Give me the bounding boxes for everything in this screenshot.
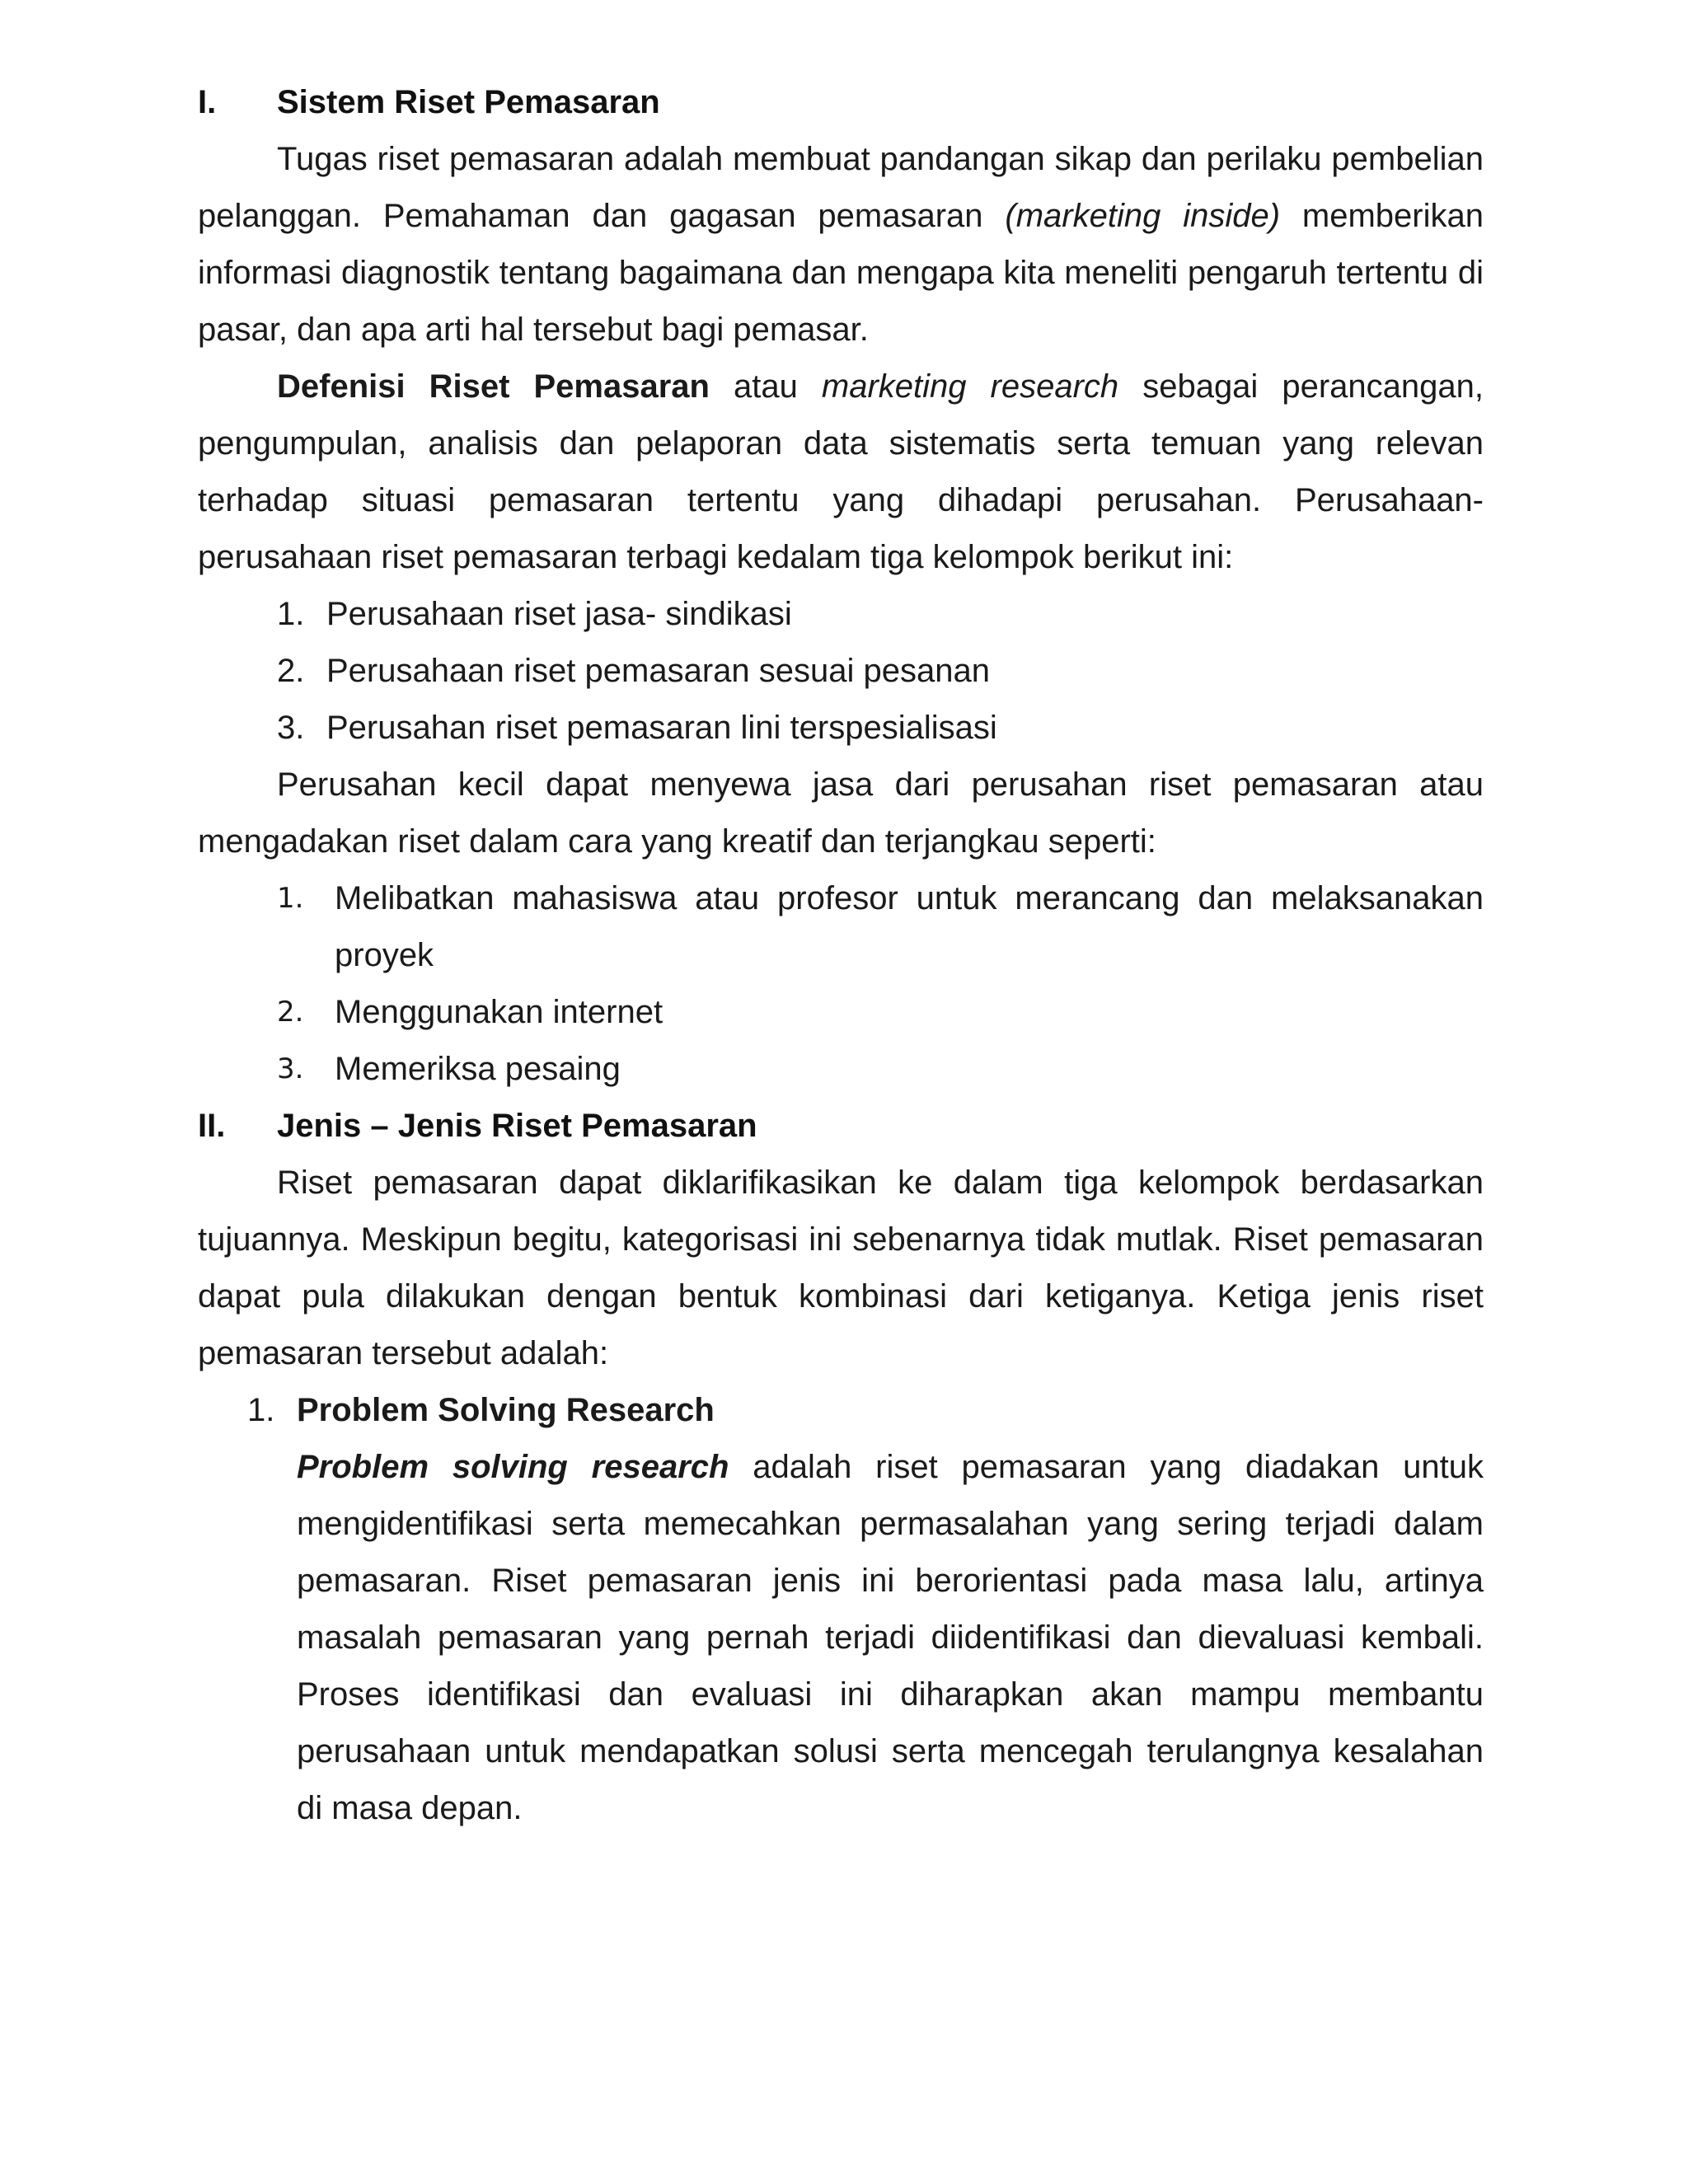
section-heading-1 [198,74,1484,131]
list-item [198,586,1484,643]
list-number: 1. [277,882,304,915]
italic-term: (marketing inside) [1005,198,1281,234]
list-number: 2. [277,653,305,689]
section-number: II. [198,1108,226,1144]
list-number: 2. [277,996,304,1029]
section-title: Sistem Riset Pemasaran [277,84,660,120]
subsection-heading [198,1382,1484,1439]
list-text: Perusahaan riset pemasaran sesuai pesanan [326,653,990,689]
list-text: Melibatkan mahasiswa atau profesor untuk merancang dan melaksanakan proyek [335,880,1484,973]
paragraph: Perusahan kecil dapat menyewa jasa dari perusahan riset pemasaran atau mengadakan riset dalam cara yang kreatif dan terjangkau seperti: [198,766,1484,860]
list-number: 3. [277,710,305,746]
numbered-list [198,870,1484,1098]
list-item [198,984,1484,1041]
section-title: Jenis – Jenis Riset Pemasaran [277,1108,757,1144]
paragraph-text: Tugas riset pemasaran adalah membuat pandangan sikap dan perilaku pembelian pelanggan. Pemahaman dan gagasan pemasaran [198,141,1484,234]
paragraph-text: memberikan informasi diagnostik tentang bagaimana dan mengapa kita meneliti pengaruh tertentu di pasar, dan apa arti hal tersebut bagi pemasar. [198,198,1484,348]
list-item [198,870,1484,984]
list-text: Menggunakan internet [335,994,663,1030]
list-text: Perusahaan riset jasa- sindikasi [326,596,792,632]
paragraph [198,131,1484,359]
bold-term: Defenisi Riset Pemasaran [277,368,710,405]
numbered-list [198,586,1484,757]
subsection-title: Problem Solving Research [297,1392,715,1428]
list-item [198,643,1484,700]
paragraph [297,1439,1484,1837]
subsection-body [198,1439,1484,1837]
list-text: Memeriksa pesaing [335,1051,621,1087]
bold-italic-term: Problem solving research [297,1449,729,1485]
section-heading-2 [198,1098,1484,1155]
paragraph-text: atau [709,368,822,405]
list-item [198,1041,1484,1098]
section-number: I. [198,84,217,120]
paragraph [198,359,1484,586]
document-body [198,74,1484,1837]
list-number: 3. [277,1052,304,1085]
paragraph-text: adalah riset pemasaran yang diadakan untuk mengidentifikasi serta memecahkan permasalahan yang sering terjadi dalam pemasaran. Riset pemasaran jenis ini berorientasi pada masa lalu, artinya masalah pemasaran yang pernah terjadi diidentifikasi dan dievaluasi kembali. Proses identifikasi dan evaluasi ini diharapkan akan mampu membantu perusahaan untuk mendapatkan solusi serta mencegah terulangnya kesalahan di masa depan. [297,1449,1484,1826]
list-text: Perusahan riset pemasaran lini terspesialisasi [326,710,997,746]
list-number: 1. [277,596,305,632]
paragraph: Riset pemasaran dapat diklarifikasikan ke dalam tiga kelompok berdasarkan tujuannya. Meskipun begitu, kategorisasi ini sebenarnya tidak mutlak. Riset pemasaran dapat pula dilakukan dengan bentuk kombinasi dari ketiganya. Ketiga jenis riset pemasaran tersebut adalah: [198,1165,1484,1371]
paragraph-text: sebagai perancangan, pengumpulan, analisis dan pelaporan data sistematis serta temuan yang relevan terhadap situasi pemasaran tertentu yang dihadapi perusahan. Perusahaan-perusahaan riset pemasaran terbagi kedalam tiga kelompok berikut ini: [198,368,1484,575]
italic-term: marketing research [821,368,1119,405]
list-item [198,700,1484,757]
list-number: 1. [247,1392,275,1428]
